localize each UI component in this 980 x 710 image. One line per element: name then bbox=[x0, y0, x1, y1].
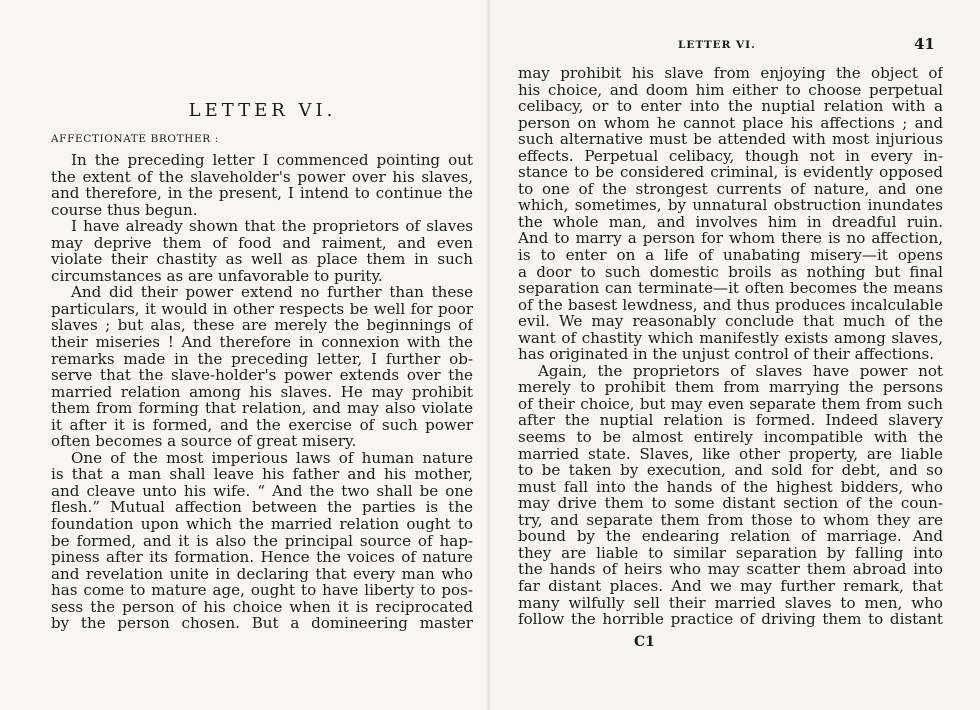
text-line: merely to prohibit them from marrying the persons bbox=[518, 379, 943, 396]
text-line: married state. Slaves, like other property, are liable bbox=[518, 445, 943, 463]
text-line: of their choice, but may even separate them from such bbox=[518, 395, 943, 413]
text-line: may drive them to some distant section of the coun- bbox=[518, 495, 943, 512]
text-line: and revelation unite in declaring that every man who bbox=[51, 565, 473, 583]
text-line: is that a man shall leave his father and his mother, bbox=[51, 466, 473, 483]
text-line: often becomes a source of great misery. bbox=[51, 433, 357, 450]
text-line: And to marry a person for whom there is no affection, bbox=[518, 230, 943, 248]
text-line: foundation upon which the married relation ought to bbox=[51, 516, 473, 533]
text-line: is to enter on a life of unabating misery—it opens bbox=[518, 247, 943, 264]
text-line: has come to mature age, ought to have liberty to pos- bbox=[51, 582, 473, 599]
text-line: effects. Perpetual celibacy, though not in every in- bbox=[518, 147, 943, 165]
text-line: the whole man, and involves him in dreadful ruin. bbox=[518, 213, 943, 231]
text-line: may deprive them of food and raiment, and even bbox=[51, 234, 473, 252]
text-line: sess the person of his choice when it is reciprocated bbox=[51, 598, 473, 616]
text-line: violate their chastity as well as place them in such bbox=[51, 251, 473, 268]
text-line: person on whom he cannot place his affections ; and bbox=[518, 114, 943, 132]
text-line: must fall into the hands of the highest bidders, who bbox=[518, 478, 943, 496]
text-line: it after it is formed, and the exercise of such power bbox=[51, 416, 473, 434]
text-line: a door to such domestic broils as nothing but final bbox=[518, 263, 943, 281]
text-line: to one of the strongest currents of nature, and one bbox=[518, 180, 943, 198]
text-line: circumstances as are unfavorable to purity. bbox=[51, 267, 383, 285]
left-text-column bbox=[51, 152, 473, 632]
letter-heading: LETTER VI. bbox=[188, 100, 337, 121]
right-text-column bbox=[518, 65, 943, 628]
page-number: 41 bbox=[914, 35, 935, 53]
running-head: LETTER VI. bbox=[678, 39, 756, 51]
text-line: bound by the endearing relation of marriage. And bbox=[518, 528, 943, 545]
text-line: slaves ; but alas, these are merely the beginnings of bbox=[51, 317, 473, 335]
text-line: they are liable to similar separation by falling into bbox=[518, 544, 943, 562]
text-line: try, and separate them from those to whom they are bbox=[518, 511, 943, 529]
text-line: his choice, and doom him either to choose perpetual bbox=[518, 81, 943, 99]
text-line: One of the most imperious laws of human nature bbox=[71, 449, 473, 467]
text-line: the extent of the slaveholder's power over his slaves, bbox=[51, 168, 473, 186]
text-line: celibacy, or to enter into the nuptial relation with a bbox=[518, 98, 943, 115]
text-line: such alternative must be attended with most injurious bbox=[518, 131, 943, 148]
text-line: And did their power extend no further than these bbox=[71, 284, 473, 301]
text-line: and therefore, in the present, I intend to continue the bbox=[51, 185, 473, 202]
text-line: after the nuptial relation is formed. Indeed slavery bbox=[518, 412, 943, 430]
signature-mark: C1 bbox=[634, 634, 655, 650]
salutation: AFFECTIONATE BROTHER : bbox=[51, 133, 219, 145]
text-line: to be taken by execution, and sold for debt, and so bbox=[518, 462, 943, 479]
text-line: them from forming that relation, and may also violate bbox=[51, 400, 473, 417]
text-line: has originated in the unjust control of their affections. bbox=[518, 346, 935, 363]
text-line: the hands of heirs who may scatter them abroad into bbox=[518, 561, 943, 578]
text-line: their miseries ! And therefore in connexion with the bbox=[51, 334, 473, 351]
text-line: of the basest lewdness, and thus produces incalculable bbox=[518, 296, 943, 314]
text-line: be formed, and it is also the principal source of hap- bbox=[51, 532, 473, 550]
text-line: by the person chosen. But a domineering master bbox=[51, 615, 473, 632]
text-line: serve that the slave-holder's power extends over the bbox=[51, 367, 473, 384]
text-line: want of chastity which manifestly exists among slaves, bbox=[518, 329, 943, 347]
text-line: course thus begun. bbox=[51, 201, 198, 219]
text-line: seems to be almost entirely incompatible with the bbox=[518, 429, 943, 446]
text-line: In the preceding letter I commenced pointing out bbox=[71, 152, 473, 169]
text-line: separation can terminate—it often becomes the means bbox=[518, 280, 943, 297]
text-line: I have already shown that the proprietors of slaves bbox=[71, 218, 473, 235]
text-line: follow the horrible practice of driving them to distant bbox=[518, 611, 943, 628]
text-line: remarks made in the preceding letter, I further ob- bbox=[51, 350, 473, 368]
text-line: may prohibit his slave from enjoying the object of bbox=[518, 65, 943, 82]
text-line: which, sometimes, by unnatural obstruction inundates bbox=[518, 197, 943, 214]
text-line: piness after its formation. Hence the voices of nature bbox=[51, 549, 473, 566]
text-line: stance to be considered criminal, is evidently opposed bbox=[518, 164, 943, 181]
text-line: Again, the proprietors of slaves have power not bbox=[538, 362, 943, 380]
text-line: evil. We may reasonably conclude that much of the bbox=[518, 313, 943, 330]
text-line: flesh.” Mutual affection between the parties is the bbox=[51, 499, 473, 517]
text-line: many wilfully sell their married slaves to men, who bbox=[518, 594, 943, 612]
text-line: and cleave unto his wife. “ And the two shall be one bbox=[51, 482, 473, 500]
text-line: particulars, it would in other respects be well for poor bbox=[51, 300, 473, 318]
text-line: married relation among his slaves. He may prohibit bbox=[51, 383, 473, 401]
text-line: far distant places. And we may further remark, that bbox=[518, 577, 943, 595]
